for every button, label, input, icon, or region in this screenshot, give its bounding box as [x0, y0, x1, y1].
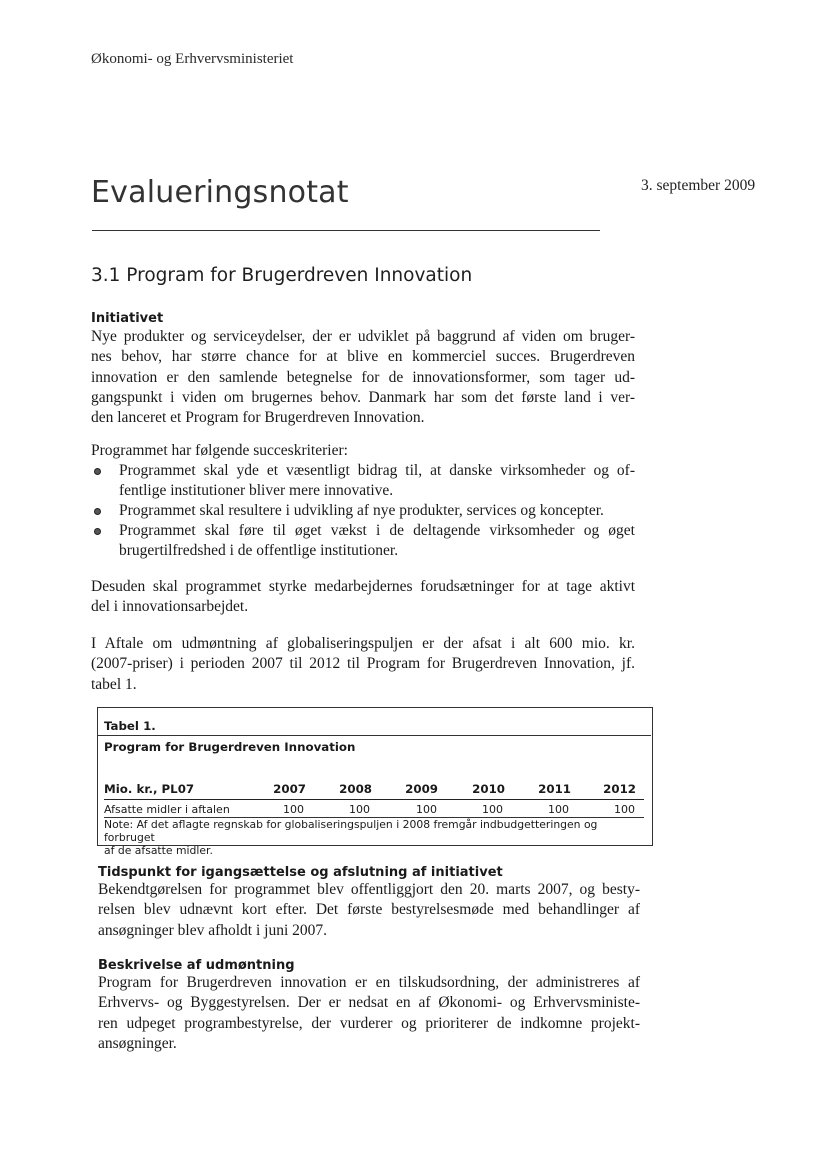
paragraph-line: innovation er den samlende betegnelse for de innovationsformer, som tager ud- — [91, 368, 635, 386]
paragraph-line: Erhvervs- og Byggestyrelsen. Der er nedsat en af Økonomi- og Erhvervsministe- — [98, 994, 640, 1012]
table-header-divider — [104, 799, 644, 800]
tidspunkt-paragraph — [98, 880, 640, 941]
bullet-line: Programmet skal føre til øget vækst i de deltagende virksomheder og øget — [119, 522, 635, 539]
table-cell: 100 — [283, 803, 304, 816]
table-row — [104, 803, 644, 817]
table-year-header: 2009 — [405, 782, 438, 796]
criteria-intro: Programmet har følgende succeskriterier: — [91, 442, 348, 459]
bullet-line: brugertilfredshed i de offentlige institutioner. — [119, 542, 399, 559]
paragraph-line: I Aftale om udmøntning af globaliseringspuljen er der afsat i alt 600 mio. kr. — [91, 635, 635, 652]
bullet-icon — [94, 528, 101, 535]
criteria-bullet — [91, 461, 635, 501]
paragraph-line: Desuden skal programmet styrke medarbejdernes forudsætninger for at tage aktivt — [91, 578, 635, 595]
title-divider — [92, 230, 600, 231]
document-title: Evalueringsnotat — [91, 175, 349, 210]
table-note — [104, 818, 644, 857]
initiativet-paragraph — [91, 327, 635, 428]
paragraph-line: (2007-priser) i perioden 2007 til 2012 til Program for Brugerdreven Innovation, jf. — [91, 655, 635, 673]
table-label: Tabel 1. — [104, 719, 156, 733]
criteria-bullet — [91, 501, 635, 521]
table-year-header: 2012 — [603, 782, 636, 796]
table-unit-header: Mio. kr., PL07 — [104, 782, 195, 796]
desuden-paragraph — [91, 577, 635, 618]
beskrivelse-heading: Beskrivelse af udmøntning — [98, 958, 295, 973]
aftale-paragraph — [91, 634, 635, 695]
document-date: 3. september 2009 — [641, 177, 756, 194]
beskrivelse-paragraph — [98, 973, 640, 1054]
table-cell: 100 — [416, 803, 437, 816]
table-year-header: 2011 — [538, 782, 571, 796]
initiativet-heading: Initiativet — [91, 311, 164, 326]
section-heading: 3.1 Program for Brugerdreven Innovation — [91, 265, 473, 286]
paragraph-line: den lanceret et Program for Brugerdreven Innovation. — [91, 409, 425, 427]
table-row-label: Afsatte midler i aftalen — [104, 803, 230, 816]
paragraph-line: tabel 1. — [91, 675, 137, 693]
paragraph-line: ansøgninger. — [98, 1034, 177, 1052]
bullet-line: fentlige institutioner bliver mere innovative. — [119, 482, 394, 499]
paragraph-line: Program for Brugerdreven innovation er en tilskudsordning, der administreres af — [98, 974, 640, 991]
bullet-icon — [94, 468, 101, 475]
paragraph-line: ren udpeget programbestyrelse, der vurderer og prioriterer de indkomne projekt- — [98, 1014, 640, 1032]
criteria-list — [91, 461, 635, 561]
table-subtitle: Program for Brugerdreven Innovation — [104, 740, 356, 754]
paragraph-line: gangspunkt i viden om brugernes behov. Danmark har som det første land i ver- — [91, 388, 635, 406]
table-header-row — [104, 782, 644, 798]
bullet-icon — [94, 508, 101, 515]
paragraph-line: relsen blev udnævnt kort efter. Det første bestyrelsesmøde med behandlinger af — [98, 901, 640, 919]
paragraph-line: ansøgninger blev afholdt i juni 2007. — [98, 921, 328, 939]
bullet-line: Programmet skal yde et væsentligt bidrag til, at danske virksomheder og of- — [119, 462, 635, 479]
criteria-bullet — [91, 521, 635, 561]
table-note-line: Note: Af det aflagte regnskab for globaliseringspuljen i 2008 fremgår indbudgetteringen og forbruget — [104, 818, 598, 844]
paragraph-line: Nye produkter og serviceydelser, der er udviklet på baggrund af viden om bruger- — [91, 328, 635, 345]
bullet-line: Programmet skal resultere i udvikling af nye produkter, services og koncepter. — [119, 502, 604, 519]
table-divider — [98, 735, 651, 736]
table-year-header: 2007 — [273, 782, 306, 796]
paragraph-line: del i innovationsarbejdet. — [91, 598, 249, 616]
ministry-name: Økonomi- og Erhvervsministeriet — [91, 51, 294, 67]
paragraph-line: nes behov, har større chance for at blive en kommerciel succes. Brugerdreven — [91, 348, 635, 366]
table-cell: 100 — [482, 803, 503, 816]
table-year-header: 2010 — [472, 782, 505, 796]
paragraph-line: Bekendtgørelsen for programmet blev offentliggjort den 20. marts 2007, og besty- — [98, 881, 640, 898]
tidspunkt-heading: Tidspunkt for igangsættelse og afslutning af initiativet — [98, 865, 503, 880]
table-cell: 100 — [349, 803, 370, 816]
table-cell: 100 — [614, 803, 635, 816]
table-cell: 100 — [548, 803, 569, 816]
table-note-line: af de afsatte midler. — [104, 844, 213, 857]
table-year-header: 2008 — [339, 782, 372, 796]
